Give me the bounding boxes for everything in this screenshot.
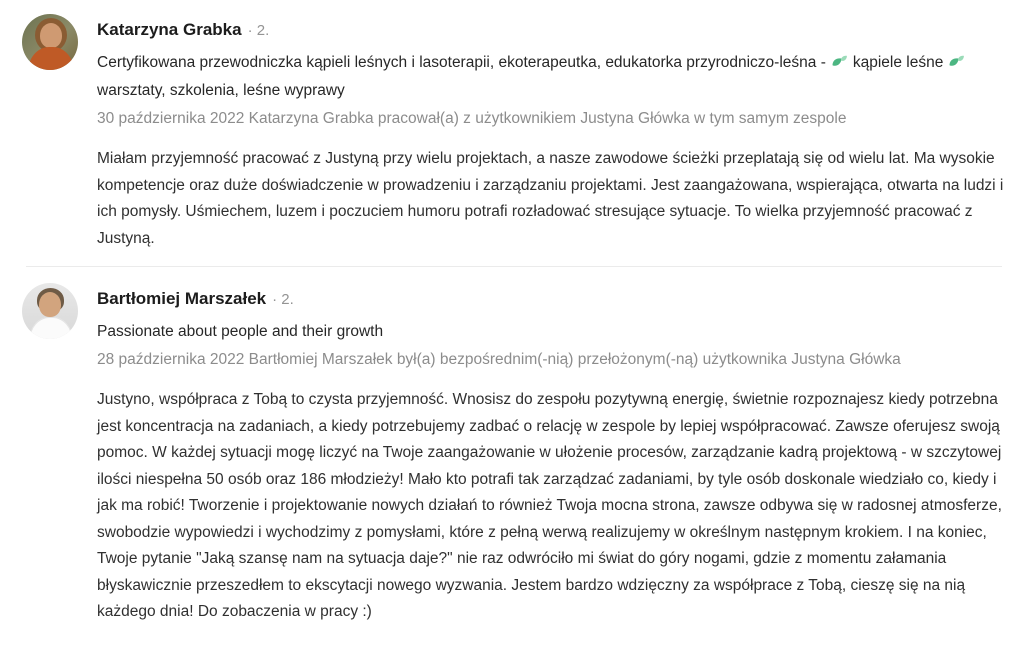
recommendation-context: 30 października 2022 Katarzyna Grabka pracował(a) z użytkownikiem Justyna Główka w tym samym zespole [97,110,847,127]
headline-text: Certyfikowana przewodniczka kąpieli leśnych i lasoterapii, ekoterapeutka, edukatorka przyrodniczo-leśna - [97,54,826,71]
recommender-name[interactable]: Bartłomiej Marszałek [97,289,267,308]
recommender-headline: Passionate about people and their growth [97,323,384,340]
headline-text: warsztaty, szkolenia, leśne wyprawy [97,82,345,99]
recommender-avatar[interactable] [22,14,78,70]
leaf-emoji-icon [831,54,848,68]
name-line [97,18,1010,43]
avatar-torso [28,47,74,70]
recommender-avatar[interactable] [22,283,78,339]
avatar-face [39,292,61,317]
leaf-emoji-icon [948,54,965,68]
connection-degree: · 2. [247,22,270,39]
recommendation-item [22,8,1010,266]
headline-text: kąpiele leśne [852,54,944,71]
recommendation-context: 28 października 2022 Bartłomiej Marszałek był(a) bezpośrednim(-nią) przełożonym(-ną) użytkownika Justyna Główka [97,351,901,368]
recommender-headline [97,49,1010,105]
recommendation-content [97,283,1010,626]
recommender-name[interactable]: Katarzyna Grabka [97,20,242,39]
recommendation-item [22,267,1010,640]
avatar-face [40,23,62,48]
avatar-torso [29,317,73,339]
name-line [97,287,1010,312]
recommendation-text: Miałam przyjemność pracować z Justyną przy wielu projektach, a nasze zawodowe ścieżki przeplatają się od wielu lat. Ma wysokie kompetencje oraz duże doświadczenie w prowadzeniu i zarządzaniu projektami. Jest zaangażowana, wspierająca, otwarta na ludzi i ich pomysły. Uśmiechem, luzem i poczuciem humoru potrafi rozładować stresujące sytuacje. To wielka przyjemność pracować z Justyną. [97,150,1004,247]
recommendation-content [97,14,1010,252]
connection-degree: · 2. [272,291,294,308]
recommendation-text: Justyno, współpraca z Tobą to czysta przyjemność. Wnosisz do zespołu pozytywną energię, świetnie rozpoznajesz kiedy potrzebna jest koncentracja na zadaniach, a kiedy potrzebujemy zadbać o relację w zespole by lepiej współpracować. Zawsze oferujesz swoją pomoc. W każdej sytuacji mogę liczyć na Twoje zaangażowanie w ułożenie procesów, zarządzanie kadrą projektową - w szczytowej ilości niespełna 50 osób oraz 186 młodzieży! Mało kto potrafi tak zarządzać zadaniami, by tyle osób doskonale wiedziało co, kiedy i jak ma robić! Tworzenie i projektowanie nowych działań to również Twoja mocna strona, zawsze odbywa się w radosnej atmosferze, swobodzie wypowiedzi i wychodzimy z pomysłami, które z pełną werwą realizujemy w określnym następnym krokiem. I na koniec, Twoje pytanie "Jaką szansę nam na sytuacja daje?" nie raz odwróciło mi świat do góry nogami, gdzie z momentu załamania błyskawicznie przeszedłem to ekscytacji nowego wyzwania. Jestem bardzo wdzięczny za współprace z Tobą, cieszę się na nią każdego dnia! Do zobaczenia w pracy :) [97,391,1002,620]
